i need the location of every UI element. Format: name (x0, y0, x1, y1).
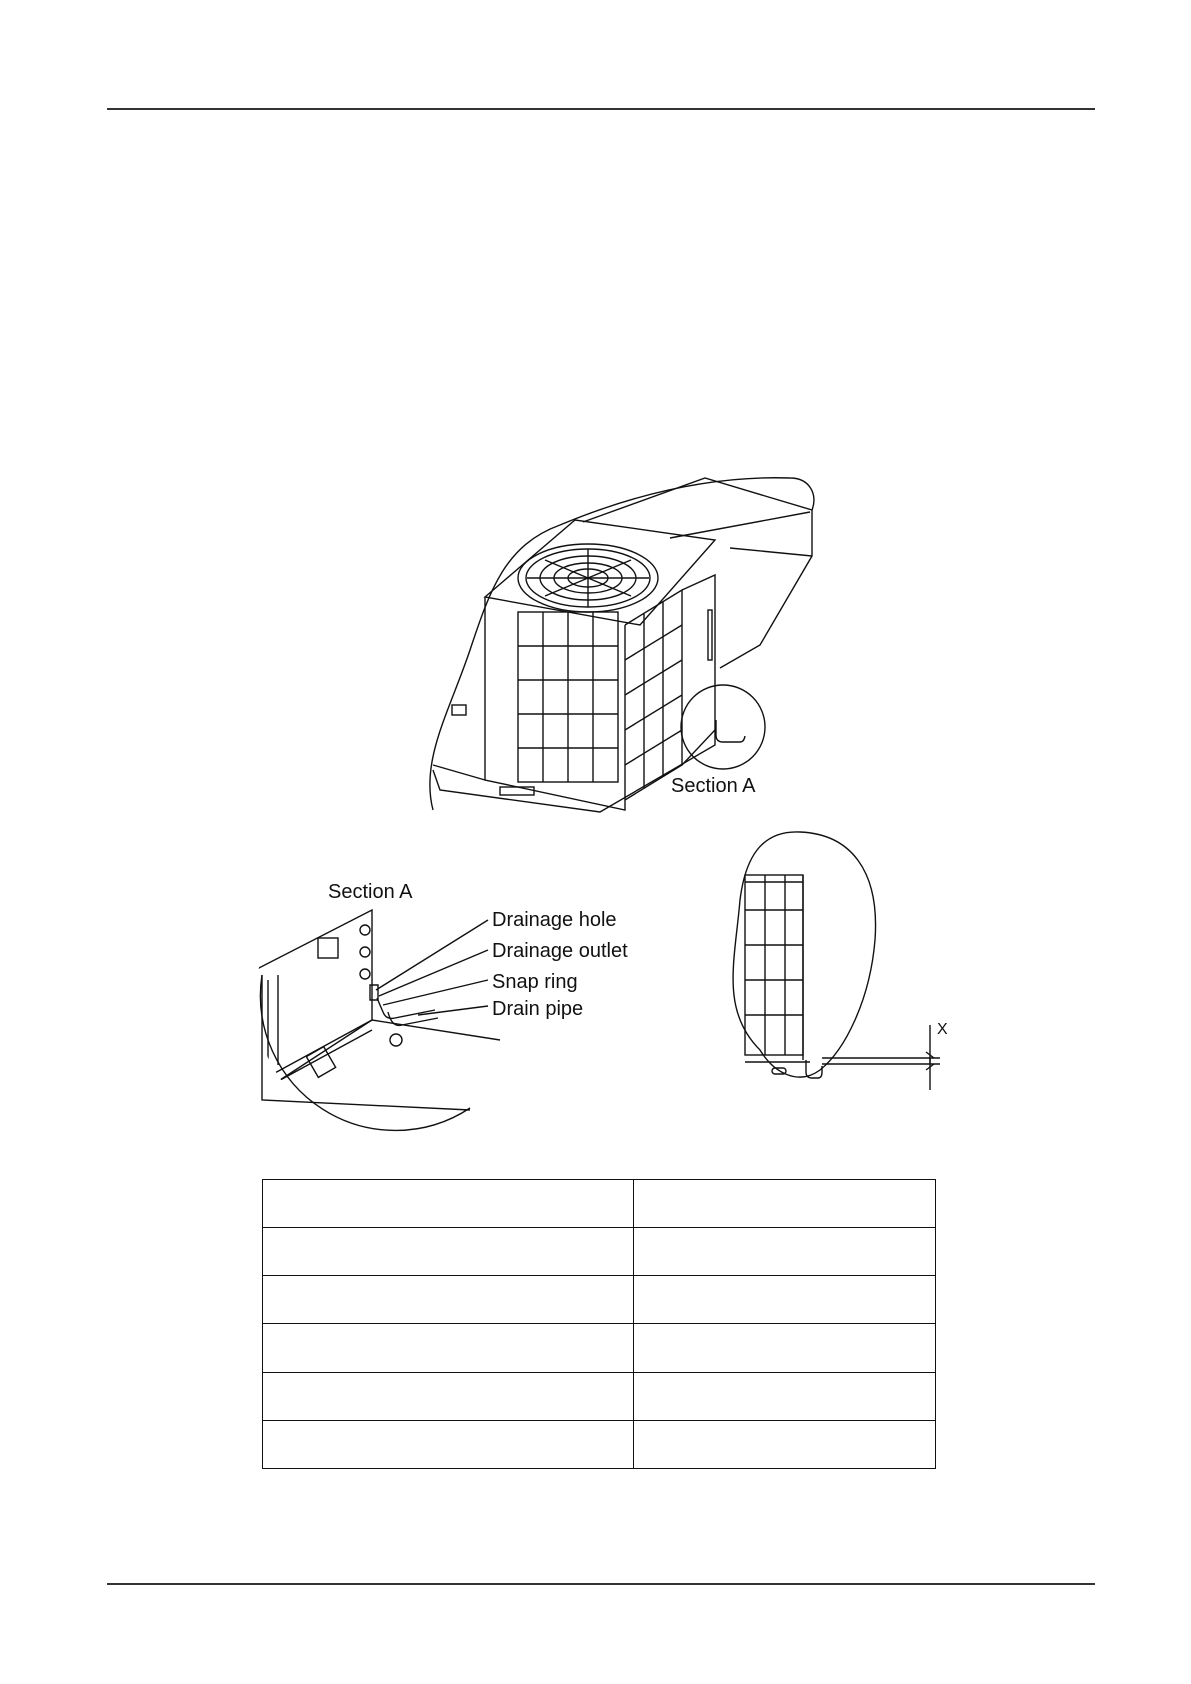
overview-drawing (430, 478, 814, 812)
table-row (263, 1180, 936, 1228)
callout-drain-pipe: Drain pipe (492, 998, 584, 1020)
table-row (263, 1324, 936, 1372)
section-a-detail (255, 910, 500, 1130)
table-cell (263, 1372, 634, 1420)
table-cell (263, 1228, 634, 1276)
table-cell (634, 1228, 936, 1276)
footer-rule (107, 1583, 1095, 1585)
table-cell (263, 1276, 634, 1324)
callout-drainage-hole: Drainage hole (492, 909, 617, 931)
detail-title: Section A (328, 881, 413, 903)
table-cell (263, 1180, 634, 1228)
table-cell (263, 1420, 634, 1468)
table-row (263, 1276, 936, 1324)
dimension-x-label: X (937, 1021, 948, 1038)
table-cell (263, 1324, 634, 1372)
callout-drainage-outlet: Drainage outlet (492, 940, 628, 962)
overview-section-label: Section A (671, 775, 756, 797)
table-cell (634, 1276, 936, 1324)
table-cell (634, 1420, 936, 1468)
table-cell (634, 1324, 936, 1372)
side-view-drawing (733, 832, 940, 1090)
callout-snap-ring: Snap ring (492, 971, 578, 993)
table-row (263, 1372, 936, 1420)
table-row (263, 1420, 936, 1468)
spec-table (262, 1179, 936, 1469)
table-cell (634, 1180, 936, 1228)
table-cell (634, 1372, 936, 1420)
table-row (263, 1228, 936, 1276)
